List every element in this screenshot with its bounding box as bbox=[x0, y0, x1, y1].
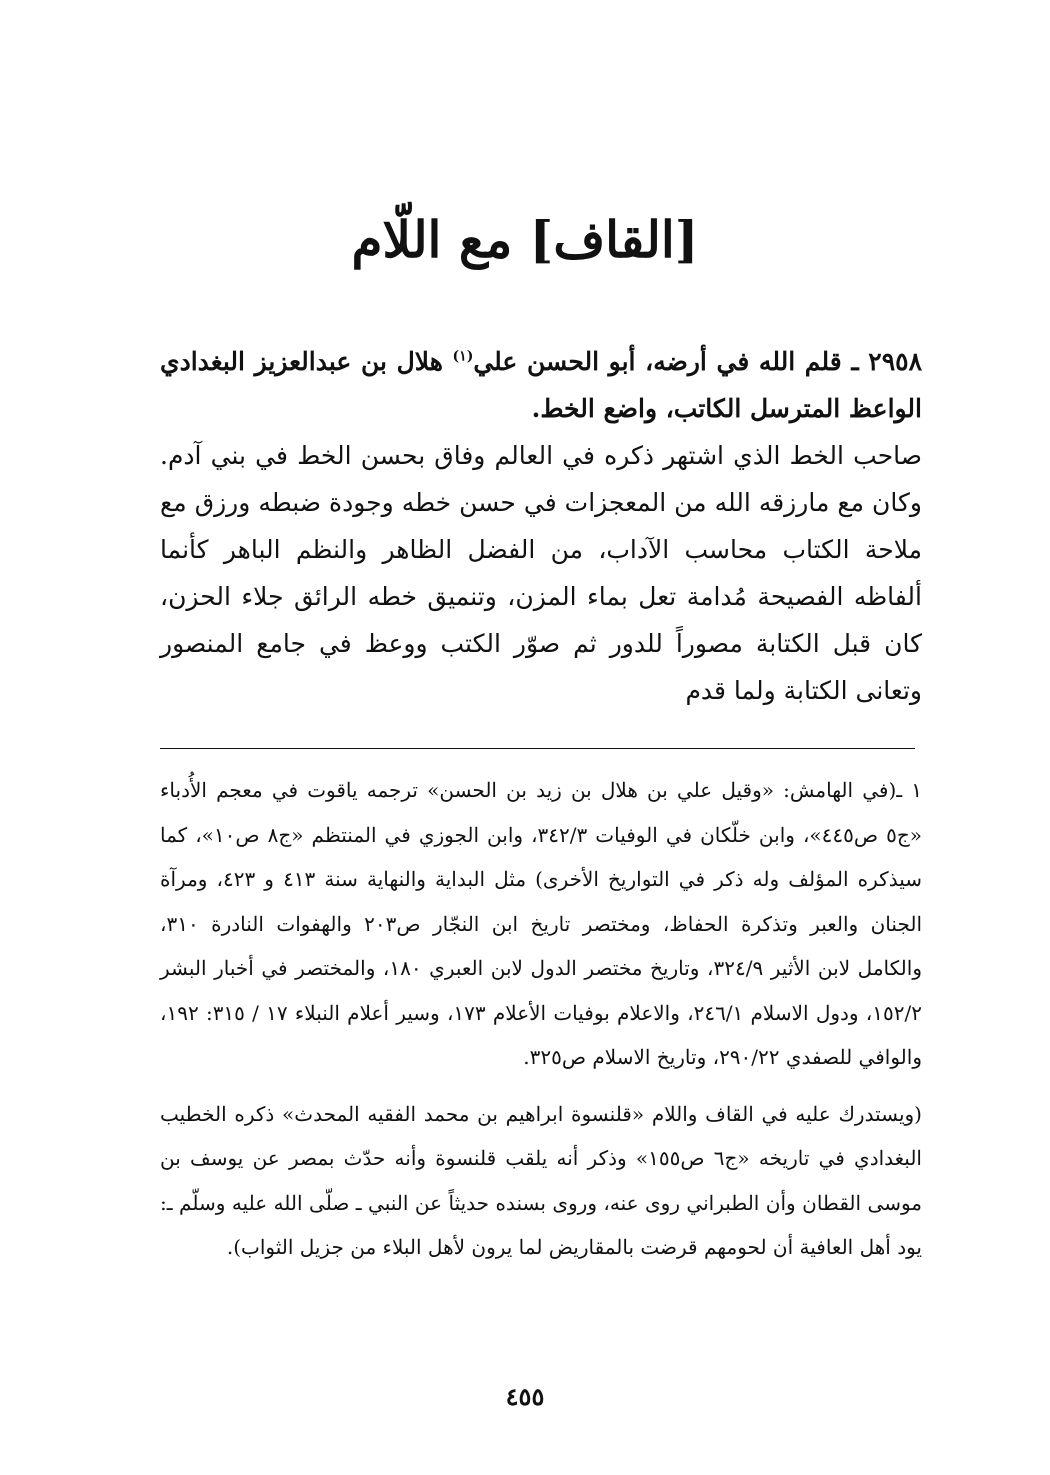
entry-body-text: صاحب الخط الذي اشتهر ذكره في العالم وفاق بحسن الخط في بني آدم. وكان مع مارزقه الله من المعجزات في حسن خطه وجودة ضبطه ورزق مع ملاحة الكتاب محاسب الآداب، من الفضل الظاهر والنظم الباهر كأنما ألفاظه الفصيحة مُدامة تعل بماء المزن، وتنميق خطه الرائق جلاء الحزن، كان قبل الكتابة مصوراً للدور ثم صوّر الكتب ووعظ في جامع المنصور وتعانى الكتابة ولما قدم bbox=[160, 441, 922, 705]
entry-heading-start: ٢٩٥٨ ـ قلم الله في أرضه، أبو الحسن علي bbox=[473, 347, 923, 376]
section-title: [القاف] مع اللّام bbox=[351, 210, 699, 269]
entry-heading-end: هلال بن عبدالعزيز البغدادي الواعظ المترسل الكاتب، واضع الخط. bbox=[160, 347, 922, 423]
entry-heading bbox=[160, 338, 922, 432]
footnote-1: ١ ـ(في الهامش: «وقيل علي بن هلال بن زيد بن الحسن» ترجمه ياقوت في معجم الأُدباء «ج٥ ص٤٤٥»، وابن خلّكان في الوفيات ٣٤٢/٣، وابن الجوزي في المنتظم «ج٨ ص١٠»، كما سيذكره المؤلف وله ذكر في التواريخ الأخرى) مثل البداية والنهاية سنة ٤١٣ و ٤٢٣، ومرآة الجنان والعبر وتذكرة الحفاظ، ومختصر تاريخ ابن النجّار ص٢٠٣ والهفوات النادرة ٣١٠، والكامل لابن الأثير ٣٢٤/٩، وتاريخ مختصر الدول لابن العبري ١٨٠، والمختصر في أخبار البشر ١٥٢/٢، ودول الاسلام ٢٤٦/١، والاعلام بوفيات الأعلام ١٧٣، وسير أعلام النبلاء ١٧ / ٣١٥: ١٩٢، والوافي للصفدي ٢٩٠/٢٢، وتاريخ الاسلام ص٣٢٥. bbox=[160, 778, 922, 1069]
footnotes-block bbox=[160, 768, 922, 1270]
biography-entry bbox=[160, 338, 922, 714]
page-number: ٤٥٥ bbox=[505, 1382, 545, 1411]
footnote-divider bbox=[160, 748, 915, 749]
footnote-addendum: (ويستدرك عليه في القاف واللام «قلنسوة ابراهيم بن محمد الفقيه المحدث» ذكره الخطيب البغدادي في تاريخه «ج٦ ص١٥٥» وذكر أنه يلقب قلنسوة وأنه حدّث بمصر عن يوسف بن موسى القطان وأن الطبراني روى عنه، وروى بسنده حديثاً عن النبي ـ صلّى الله عليه وسلّم ـ: يود أهل العافية أن لحومهم قرضت بالمقاريض لما يرون لأهل البلاء من جزيل الثواب). bbox=[160, 1101, 922, 1259]
footnote-reference: (١) bbox=[452, 348, 474, 365]
